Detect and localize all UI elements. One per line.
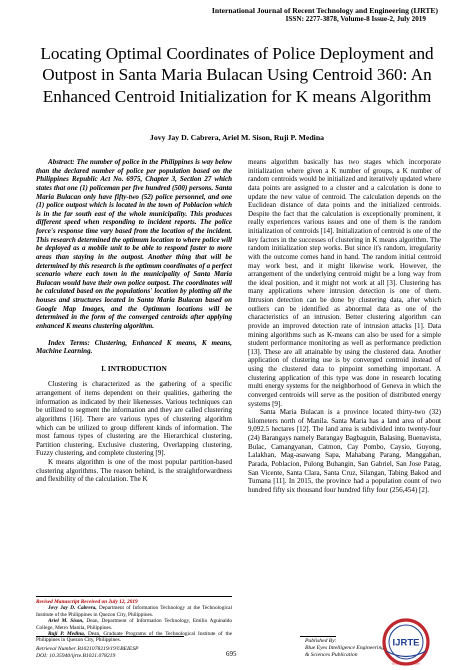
logo-text: IJRTE	[392, 637, 420, 649]
abstract-text: The number of police in the Philippines is way below than the declared number of police per population based on the Philippines Republic Act No. 6975, Chapter 3, Section 27 which states that one (1) policeman per five hundred (500) persons. Santa Maria Bulacan only have fifty-two (52) police personnel, and one (1) police outpost which is located in the town of Poblacion which is in the far south east of the whole municipality. This produces different speed when responding to incident reports. The police force's response time vary based from the location of the incident. This research determined the optimum location to where police will be deployed as a mobile unit to be able to respond faster to more areas than staying in the outpost. Another thing that will be determined by this research is the optimum coordinates of a perfect scenario where each town in the municipality of Santa Maria Bulacan would have their own police outpost. The coordinates will be calculated based on the populations' location by plotting all the houses and structures located in Santa Maria Bulacan based on Google Map Images, and the Optimum locations will be determined in the form of the converged centroids after applying enhanced K means clustering algorithm.	[36, 158, 233, 330]
ijrte-logo-icon	[376, 618, 436, 666]
body-paragraph-2: Santa Maria Bulacan is a province located thirty-two (32) kilometers north of Manila. Santa Maria has a land area of about 9,092.5 hectares [12]. The land area is subdivided into twenty-four (24) Barangays namely Barangay Bagbaguin, Balasing, Buenavista, Bulac, Camangyanan, Catmon, Cay Pombo, Caysio, Guyong, Lalakhan, Mag-asawang Sapa, Mahabang Parang, Manggahan, Parada, Poblacion, Pulong Buhangin, San Gabriel, San Jose Patag, San Vicente, Santa Clara, Santa Cruz, Silangan, Tabing Bakod and Tumana [11]. In 2015, the province had a population count of two hundred fifty six thousand four hundred fifty four (256,454) [2].	[248, 408, 441, 494]
index-terms-label: Index Terms:	[48, 338, 90, 347]
footnote-author-3: Ruji P. Medina, Dean, Graduate Programs of the Technological Institute of the Philippines in Quezon City, Philippines.	[36, 631, 233, 644]
journal-name: International Journal of Recent Technology and Engineering (IJRTE)	[211, 6, 438, 15]
footer-divider-left	[36, 636, 184, 637]
footnote-divider	[36, 596, 232, 597]
footnote-author-1: Jovy Jay D. Cabrera, Department of Information Technology at the Technological Institute of the Philippines in Quezon City, Philippines.	[36, 605, 233, 618]
left-column	[36, 158, 232, 484]
doi: DOI: 10.35940/ijrte.B1021.078219	[36, 653, 116, 659]
paper-title: Locating Optimal Coordinates of Police Deployment and Outpost in Santa Maria Bulacan Using Centroid 360: An Enhanced Centroid Initialization for K means Algorithm	[40, 44, 434, 106]
footer-retrieval-info	[36, 646, 138, 660]
footnote-author-2: Ariel M. Sison, Dean, Department of Information Technology, Emilio Aguinaldo College, Metro Manila, Philippines.	[36, 618, 232, 631]
section-heading-introduction: I. INTRODUCTION	[101, 363, 167, 373]
page-number: 695	[226, 650, 237, 658]
publisher-line-1: Blue Eyes Intelligence Engineering	[305, 645, 385, 651]
intro-paragraph-2: K means algorithm is one of the most popular partition-based clustering algorithms. The reason behind, is the straightforwardness and flexibility of the calculation. The K	[36, 458, 232, 484]
intro-paragraph-1: Clustering is characterized as the gathering of a specific arrangement of items dependent on their qualities, gathering the information as indicated by their likenesses. Various techniques can be utilized to segment the information and they are called clustering algorithms [16]. There are various types of clustering algorithm which can be utilized to group different kinds of information. The most famous types of clustering are the Hierarchical clustering, Partition clustering, Exclusive clustering, Overlapping clustering, Fuzzy clustering, and complete clustering [9].	[36, 380, 232, 458]
abstract	[36, 158, 232, 331]
body-paragraph-1: means algorithm basically has two stages which incorporate initialization where given a K number of groups, a K number of random centroids would be initialized and iteratively updated where data points are assigned to a cluster and a calculation is done to update the new value of centroid. The calculation depends on the Euclidean distance of data points and the initialized centroids. Despite the fact that the calculation is exceptionally prominent, it really experiences various issues and one of them is the random initialization of centroids [14]. Initialization of centroid is one of the key factors in the successes of clustering in K means algorithm. The random initialization step works. But since it's random, irregularity with the outcome comes hand in hand. The random initial centroid may work best, and it might likewise work. However, the arrangement of the underlying centroid might be a long way from the ideal position, and it might not work at all [3]. Clustering has many applications where intrusion detection is one of them. Intrusion detection can be done by clustering data, after which outliers can be identified as abnormal data as one of the characteristics of an intrusion. Better clustering algorithm can provide an improved detection rate of intrusion attacks [1]. Data mining algorithms such as K-means can also be used for a simple student performance monitoring as well as performance prediction [13]. These are all attainable by using the clustered data. Another application of clustering use is by converged centroid instead of using the clustered data to pinpoint something important. A clustering application of this type was done in research locating multi energy systems for the neighborhood of Geneva in which the converged centroids will serve as the position of distributed energy systems [9].	[248, 158, 441, 408]
published-by-label: Published By:	[305, 638, 337, 644]
index-terms-text: Clustering, Enhanced K means, K means, Machine Learning.	[36, 338, 233, 356]
introduction	[36, 380, 232, 484]
logo-tagline: Exploring Innovation	[392, 661, 420, 666]
abstract-label: Abstract:	[48, 158, 75, 166]
publisher-info	[305, 638, 384, 659]
authors: Jovy Jay D. Cabrera, Ariel M. Sison, Ruji P. Medina	[149, 133, 325, 142]
revised-date: Revised Manuscript Received on July 12, 2019	[36, 599, 138, 605]
publisher-line-2: & Sciences Publication	[305, 652, 358, 658]
retrieval-number: Retrieval Number B1021078219/19©BEIESP	[36, 646, 139, 652]
footer-divider-right	[300, 636, 336, 637]
footnotes	[36, 599, 232, 644]
right-column	[248, 158, 441, 494]
journal-issn: ISSN: 2277-3878, Volume-8 Issue-2, July 2019	[285, 15, 426, 23]
index-terms	[36, 339, 232, 356]
